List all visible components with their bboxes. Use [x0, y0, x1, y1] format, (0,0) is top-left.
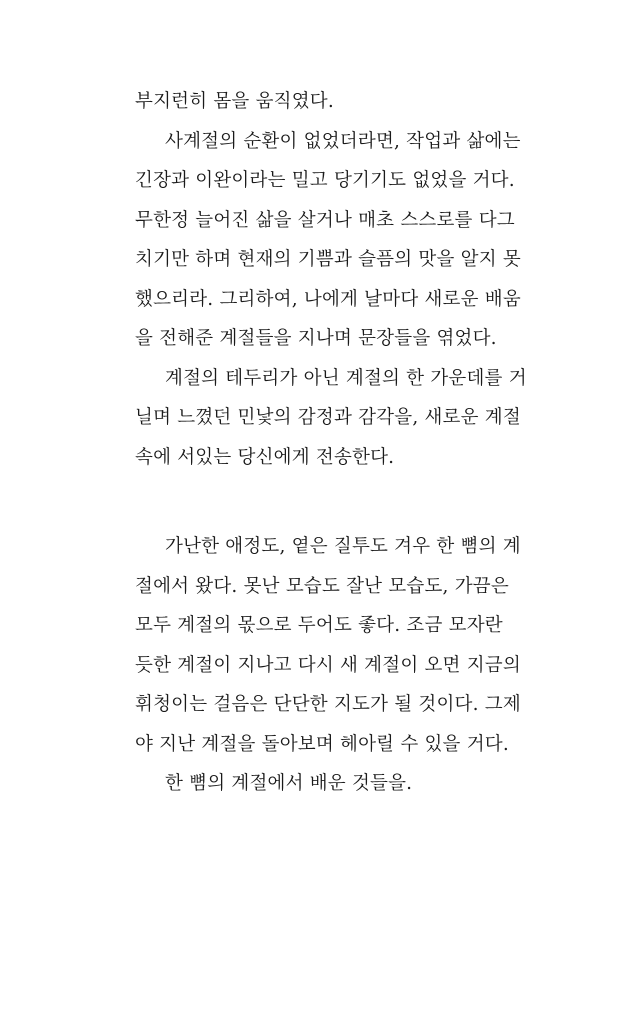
text-line: 속에 서있는 당신에게 전송한다.	[135, 446, 395, 468]
text-line: 사계절의 순환이 없었더라면, 작업과 삶에는	[165, 130, 521, 152]
text-line: 부지런히 몸을 움직였다.	[135, 91, 334, 112]
text-line: 계절의 테두리가 아닌 계절의 한 가운데를 거	[165, 367, 527, 389]
text-line: 치기만 하며 현재의 기쁨과 슬픔의 맛을 알지 못	[135, 249, 521, 270]
text-line: 한 뼘의 계절에서 배운 것들을.	[165, 773, 413, 794]
text-line: 듯한 계절이 지나고 다시 새 계절이 오면 지금의	[135, 654, 521, 676]
text-line: 휘청이는 걸음은 단단한 지도가 될 것이다. 그제	[135, 694, 521, 715]
text-line: 가난한 애정도, 옅은 질투도 겨우 한 뼘의 계	[165, 536, 521, 557]
text-line: 야 지난 계절을 돌아보며 헤아릴 수 있을 거다.	[135, 733, 509, 755]
text-line: 을 전해준 계절들을 지나며 문장들을 엮었다.	[135, 328, 497, 349]
document-page	[135, 82, 545, 804]
section-spacer	[135, 477, 545, 527]
text-line: 절에서 왔다. 못난 모습도 잘난 모습도, 가끔은	[135, 575, 509, 597]
text-line: 닐며 느꼈던 민낯의 감정과 감각을, 새로운 계절	[135, 407, 521, 428]
paragraph-block-1	[135, 82, 545, 477]
text-line: 했으리라. 그리하여, 나에게 날마다 새로운 배움	[135, 288, 521, 310]
text-line: 무한정 늘어진 삶을 살거나 매초 스스로를 다그	[135, 209, 515, 231]
text-line: 긴장과 이완이라는 밀고 당기기도 없었을 거다.	[135, 170, 515, 191]
paragraph-block-2	[135, 527, 545, 804]
text-line: 모두 계절의 몫으로 두어도 좋다. 조금 모자란	[135, 615, 503, 636]
